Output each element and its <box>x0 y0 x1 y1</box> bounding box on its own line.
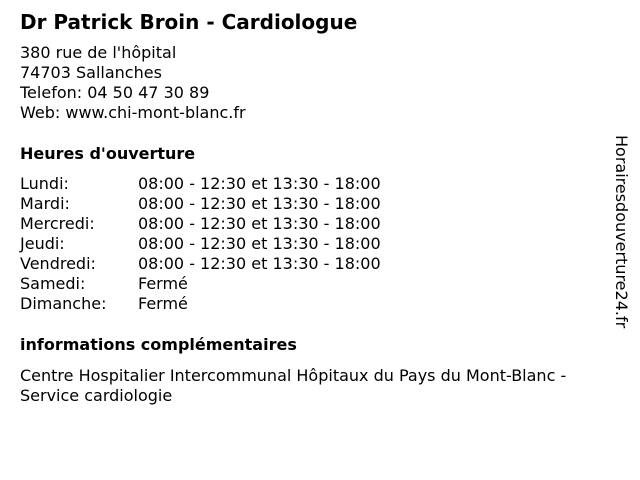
contact-block <box>20 43 610 123</box>
hours-row <box>20 254 610 274</box>
website-link[interactable]: Web: www.chi-mont-blanc.fr <box>20 103 246 122</box>
day-label: Mercredi: <box>20 214 95 233</box>
additional-info-heading: informations complémentaires <box>20 335 297 354</box>
opening-hours-table <box>20 174 610 314</box>
site-watermark: Horairesdouverture24.fr <box>612 135 631 329</box>
hours-row <box>20 274 610 294</box>
page-title: Dr Patrick Broin - Cardiologue <box>20 10 358 34</box>
day-hours: 08:00 - 12:30 et 13:30 - 18:00 <box>138 174 381 193</box>
listing-card <box>20 9 610 406</box>
day-hours: 08:00 - 12:30 et 13:30 - 18:00 <box>138 254 381 273</box>
address-city: 74703 Sallanches <box>20 63 162 82</box>
hours-row <box>20 194 610 214</box>
opening-hours-heading: Heures d'ouverture <box>20 144 196 163</box>
day-label: Dimanche: <box>20 294 107 313</box>
day-label: Samedi: <box>20 274 86 293</box>
day-label: Mardi: <box>20 194 70 213</box>
day-label: Vendredi: <box>20 254 96 273</box>
day-hours: Fermé <box>138 274 188 293</box>
day-label: Lundi: <box>20 174 69 193</box>
day-hours: 08:00 - 12:30 et 13:30 - 18:00 <box>138 194 381 213</box>
hours-row <box>20 234 610 254</box>
day-hours: 08:00 - 12:30 et 13:30 - 18:00 <box>138 234 381 253</box>
hours-row <box>20 174 610 194</box>
additional-info-text: Centre Hospitalier Intercommunal Hôpitaux du Pays du Mont-Blanc - Service cardiologie <box>20 366 567 405</box>
hours-row <box>20 294 610 314</box>
phone-number: Telefon: 04 50 47 30 89 <box>20 83 210 102</box>
day-hours: Fermé <box>138 294 188 313</box>
day-hours: 08:00 - 12:30 et 13:30 - 18:00 <box>138 214 381 233</box>
day-label: Jeudi: <box>20 234 65 253</box>
address-street: 380 rue de l'hôpital <box>20 43 177 62</box>
hours-row <box>20 214 610 234</box>
